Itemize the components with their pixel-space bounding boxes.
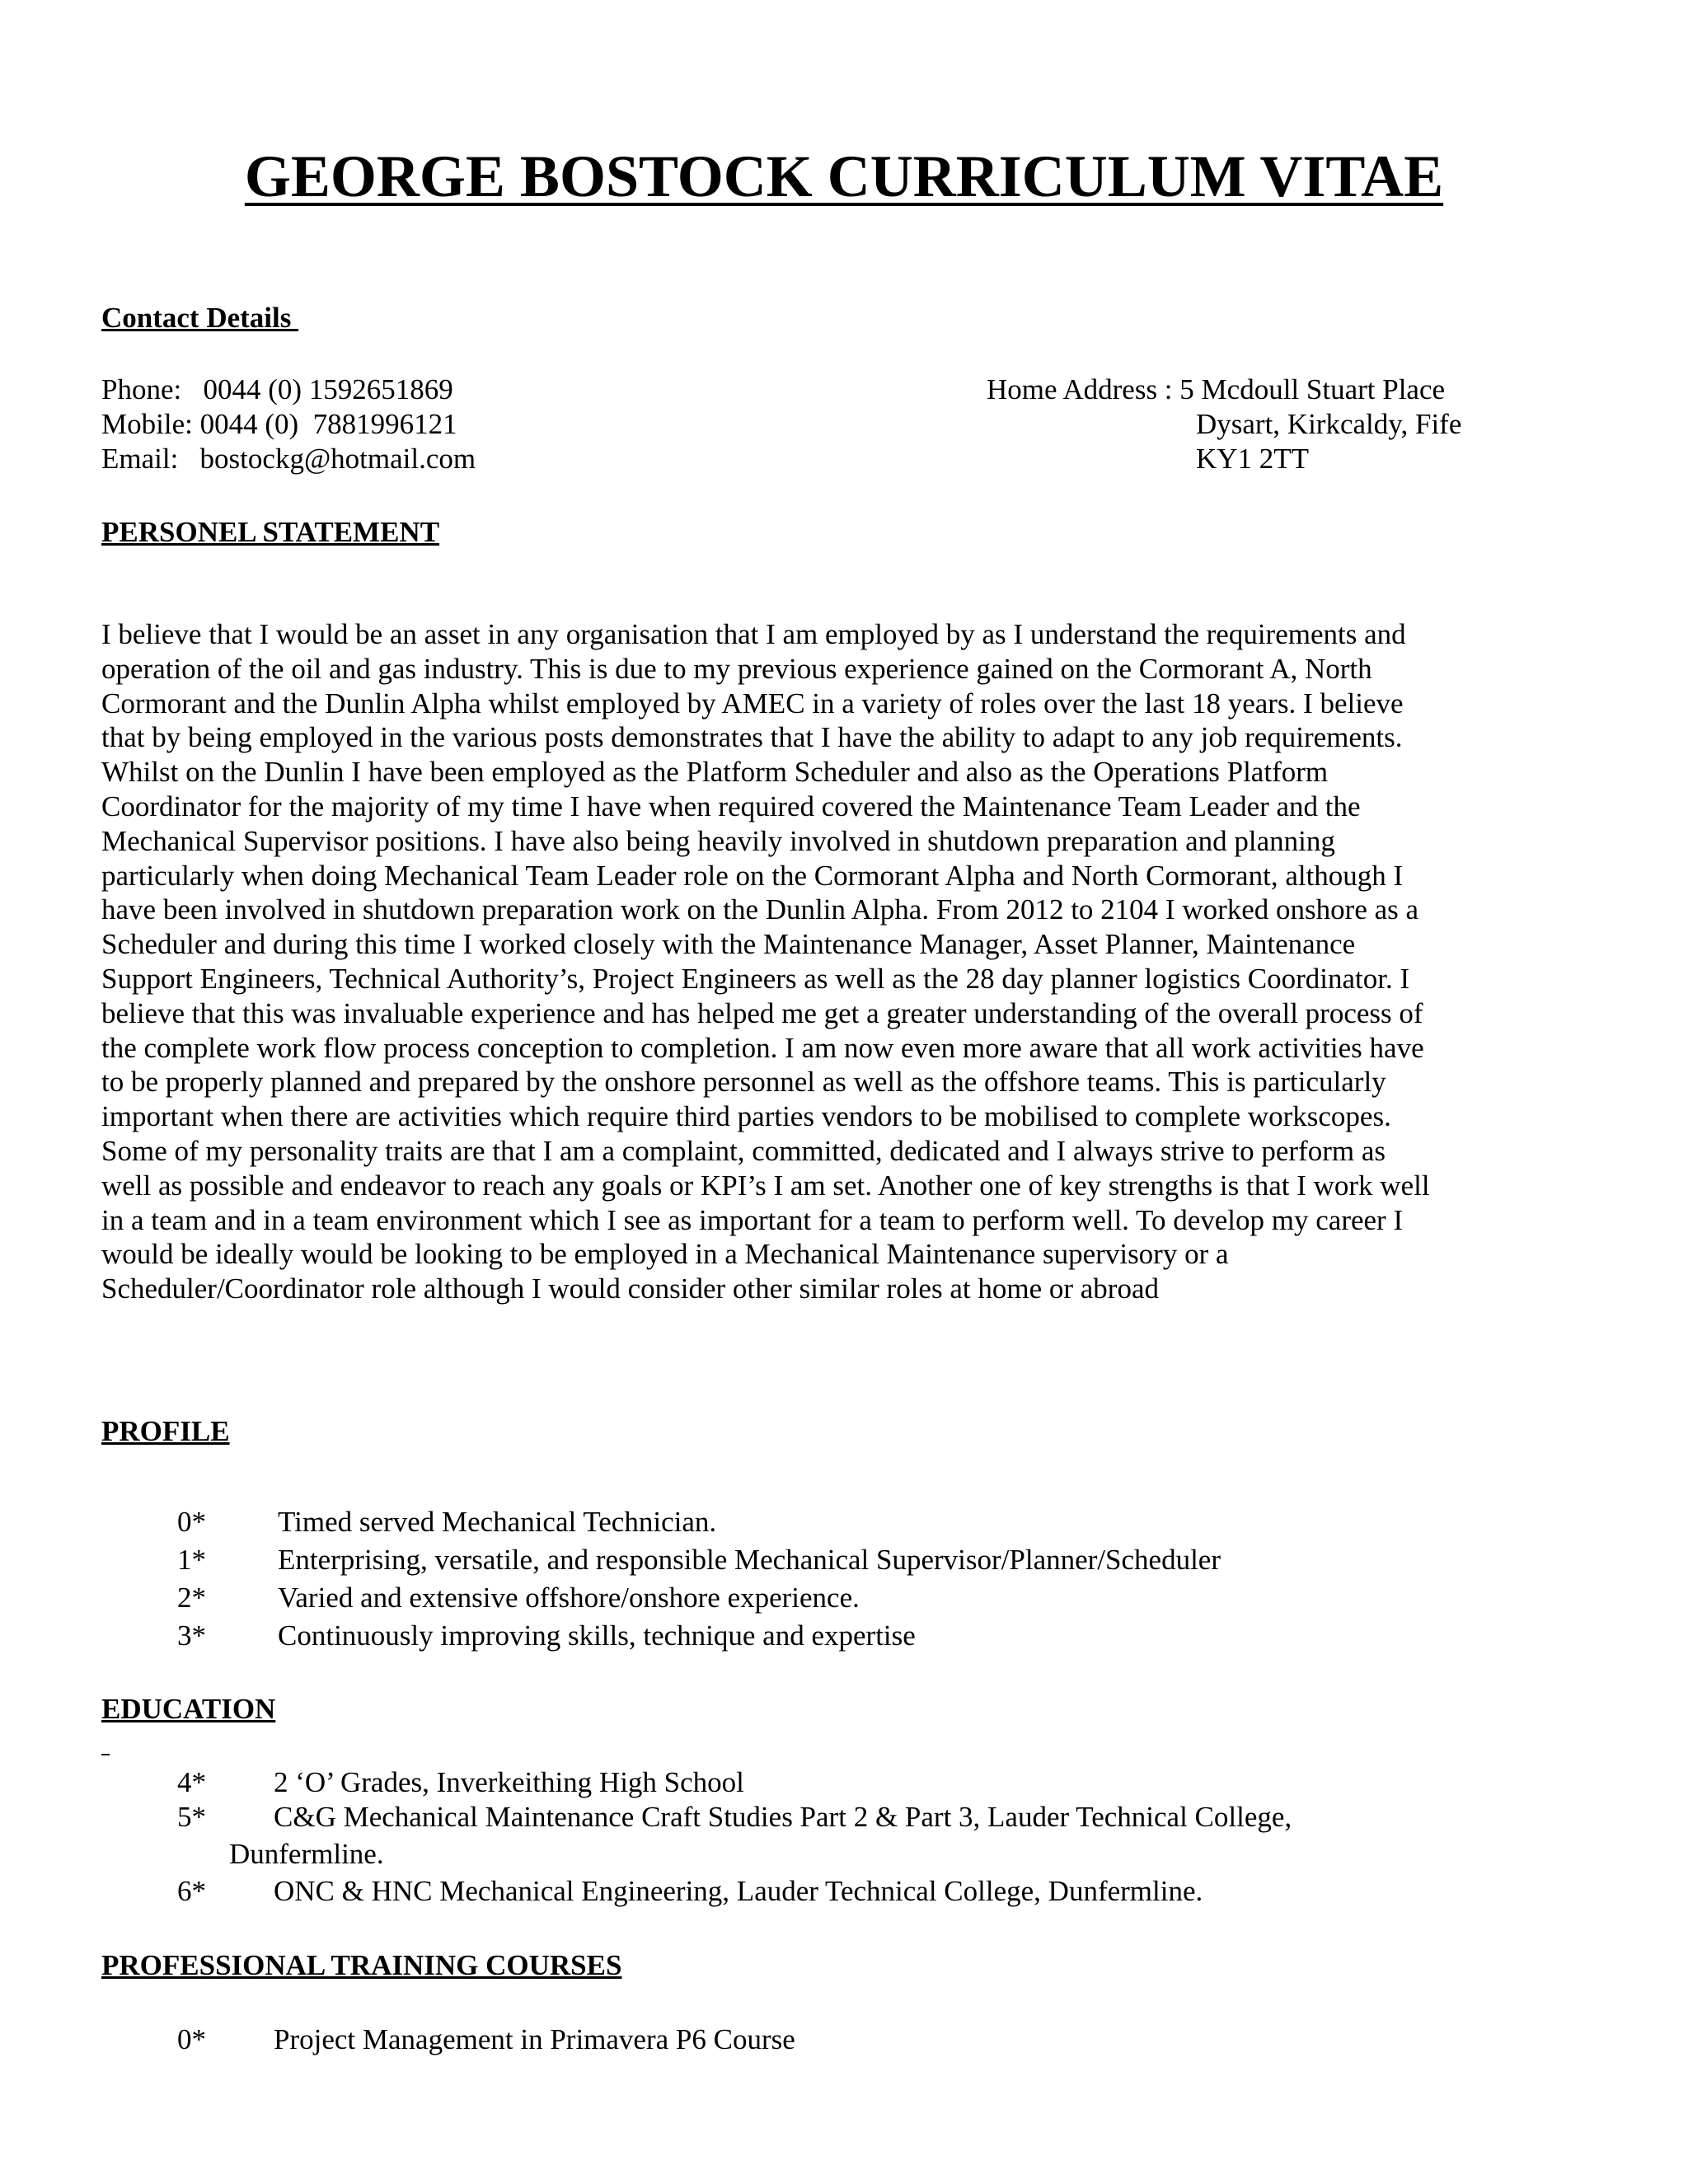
statement-line: Whilst on the Dunlin I have been employed as the Platform Scheduler and also as the Operations Platform [101, 756, 1329, 789]
profile-item-text: Enterprising, versatile, and responsible Mechanical Supervisor/Planner/Scheduler [278, 1544, 1221, 1576]
statement-line: I believe that I would be an asset in any organisation that I am employed by as I understand the requirements and [101, 618, 1406, 650]
profile-item-text: Continuously improving skills, technique and expertise [278, 1619, 916, 1652]
training-item-number: 0* [177, 2023, 206, 2055]
profile-item-number: 0* [177, 1506, 206, 1538]
statement-line: Mechanical Supervisor positions. I have also being heavily involved in shutdown preparation and planning [101, 824, 1335, 857]
contact-heading: Contact Details [101, 302, 299, 334]
education-item-continuation: Dunfermline. [229, 1838, 384, 1870]
statement-line: Some of my personality traits are that I am a complaint, committed, dedicated and I always strive to perform as [101, 1134, 1386, 1167]
statement-line: particularly when doing Mechanical Team Leader role on the Cormorant Alpha and North Cormorant, although I [101, 859, 1404, 892]
statement-heading: PERSONEL STATEMENT [101, 516, 440, 548]
mobile-line: Mobile: 0044 (0) 7881996121 [101, 408, 457, 440]
statement-line: to be properly planned and prepared by the onshore personnel as well as the offshore teams. This is particularly [101, 1066, 1386, 1099]
statement-line: operation of the oil and gas industry. This is due to my previous experience gained on the Cormorant A, North [101, 652, 1372, 685]
profile-item-number: 2* [177, 1582, 206, 1614]
address-line-3: KY1 2TT [1196, 443, 1310, 475]
document-title: GEORGE BOSTOCK CURRICULUM VITAE [244, 143, 1444, 209]
profile-heading: PROFILE [101, 1415, 230, 1447]
divider-mark [101, 1754, 110, 1755]
phone-line: Phone: 0044 (0) 1592651869 [101, 373, 453, 405]
training-item [165, 2022, 795, 2161]
statement-line: believe that this was invaluable experience and has helped me get a greater understanding of the overall process of [101, 996, 1423, 1029]
profile-item-text: Varied and extensive offshore/onshore experience. [278, 1582, 860, 1614]
training-item-text: Project Management in Primavera P6 Course [274, 2023, 795, 2055]
statement-line: Support Engineers, Technical Authority’s, Project Engineers as well as the 28 day planner logistics Coordinator. I [101, 962, 1410, 995]
statement-line: that by being employed in the various posts demonstrates that I have the ability to adapt to any job requirements. [101, 721, 1403, 754]
statement-line: Scheduler/Coordinator role although I would consider other similar roles at home or abroad [101, 1272, 1159, 1305]
education-item-number: 5* [177, 1801, 206, 1833]
statement-line: the complete work flow process conception to completion. I am now even more aware that all work activities have [101, 1031, 1424, 1064]
education-item-number: 4* [177, 1766, 206, 1798]
profile-item-text: Timed served Mechanical Technician. [278, 1506, 717, 1538]
profile-item-number: 1* [177, 1544, 206, 1576]
statement-line: well as possible and endeavor to reach any goals or KPI’s I am set. Another one of key strengths is that I work well [101, 1169, 1430, 1202]
statement-line: important when there are activities which require third parties vendors to be mobilised to complete workscopes. [101, 1100, 1391, 1133]
education-item-text: 2 ‘O’ Grades, Inverkeithing High School [274, 1766, 744, 1798]
statement-line: would be ideally would be looking to be employed in a Mechanical Maintenance supervisory or a [101, 1238, 1229, 1271]
statement-line: Scheduler and during this time I worked closely with the Maintenance Manager, Asset Planner, Maintenance [101, 928, 1356, 961]
email-line: Email: bostockg@hotmail.com [101, 443, 476, 475]
address-line-2: Dysart, Kirkcaldy, Fife [1196, 408, 1462, 440]
profile-item-number: 3* [177, 1619, 206, 1652]
statement-paragraph [101, 617, 1486, 1306]
training-heading: PROFESSIONAL TRAINING COURSES [101, 1949, 622, 1981]
statement-line: in a team and in a team environment which I see as important for a team to perform well. To develop my career I [101, 1203, 1404, 1236]
education-item-text: ONC & HNC Mechanical Engineering, Lauder Technical College, Dunfermline. [274, 1875, 1203, 1907]
education-heading: EDUCATION [101, 1693, 276, 1725]
address-line-1: Home Address : 5 Mcdoull Stuart Place [987, 373, 1446, 405]
statement-line: Coordinator for the majority of my time I have when required covered the Maintenance Team Leader and the [101, 790, 1361, 823]
statement-line: Cormorant and the Dunlin Alpha whilst employed by AMEC in a variety of roles over the last 18 years. I believe [101, 687, 1404, 719]
education-item-text: C&G Mechanical Maintenance Craft Studies Part 2 & Part 3, Lauder Technical College, [274, 1801, 1292, 1833]
statement-line: have been involved in shutdown preparation work on the Dunlin Alpha. From 2012 to 2104 I worked onshore as a [101, 893, 1419, 926]
education-item-number: 6* [177, 1875, 206, 1907]
